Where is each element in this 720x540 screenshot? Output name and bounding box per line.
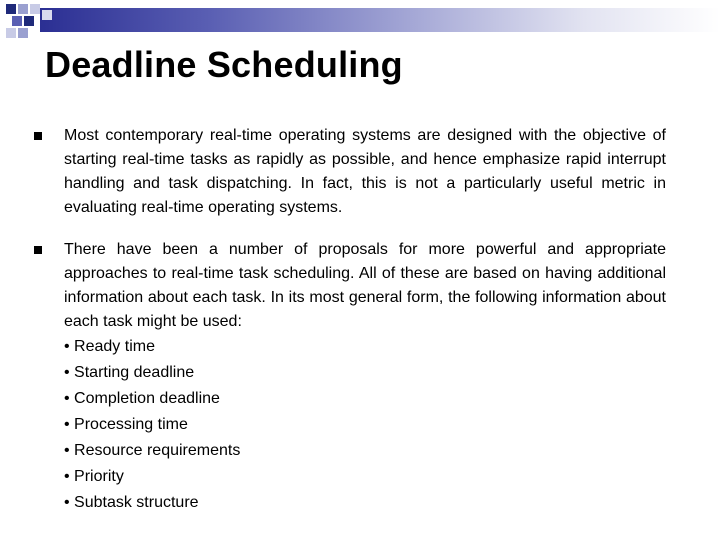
sub-item-completion-deadline: • Completion deadline [64,390,220,407]
deco-square [6,4,16,14]
bullet-list [34,124,666,534]
bullet-text: Most contemporary real-time operating systems are designed with the objective of starting real-time tasks as rapidly as possible, and hence emphasize rapid interrupt handling and task dispatching. In fact, this is not a particularly useful metric in evaluating real-time operating systems. [64,127,666,216]
bullet-item [34,124,666,220]
header-band [40,8,720,32]
sub-item-ready-time: • Ready time [64,338,155,355]
sub-item-processing-time: • Processing time [64,416,188,433]
deco-square [6,28,16,38]
sub-item-subtask-structure: • Subtask structure [64,494,199,511]
sub-list [64,334,666,516]
square-bullet-icon [34,246,42,254]
deco-square [24,16,34,26]
slide-title: Deadline Scheduling [45,44,403,85]
decorative-squares [0,0,64,48]
sub-item-priority: • Priority [64,468,124,485]
deco-square [12,16,22,26]
deco-square [18,4,28,14]
sub-item-starting-deadline: • Starting deadline [64,364,195,381]
bullet-item [34,238,666,516]
deco-square [18,28,28,38]
bullet-text: There have been a number of proposals for more powerful and appropriate approaches to real-time task scheduling. All of these are based on having additional information about each task. In its most general form, the following information about each task might be used: [64,241,666,330]
deco-square [30,4,40,14]
sub-item-resource-requirements: • Resource requirements [64,442,241,459]
square-bullet-icon [34,132,42,140]
deco-square [42,10,52,20]
